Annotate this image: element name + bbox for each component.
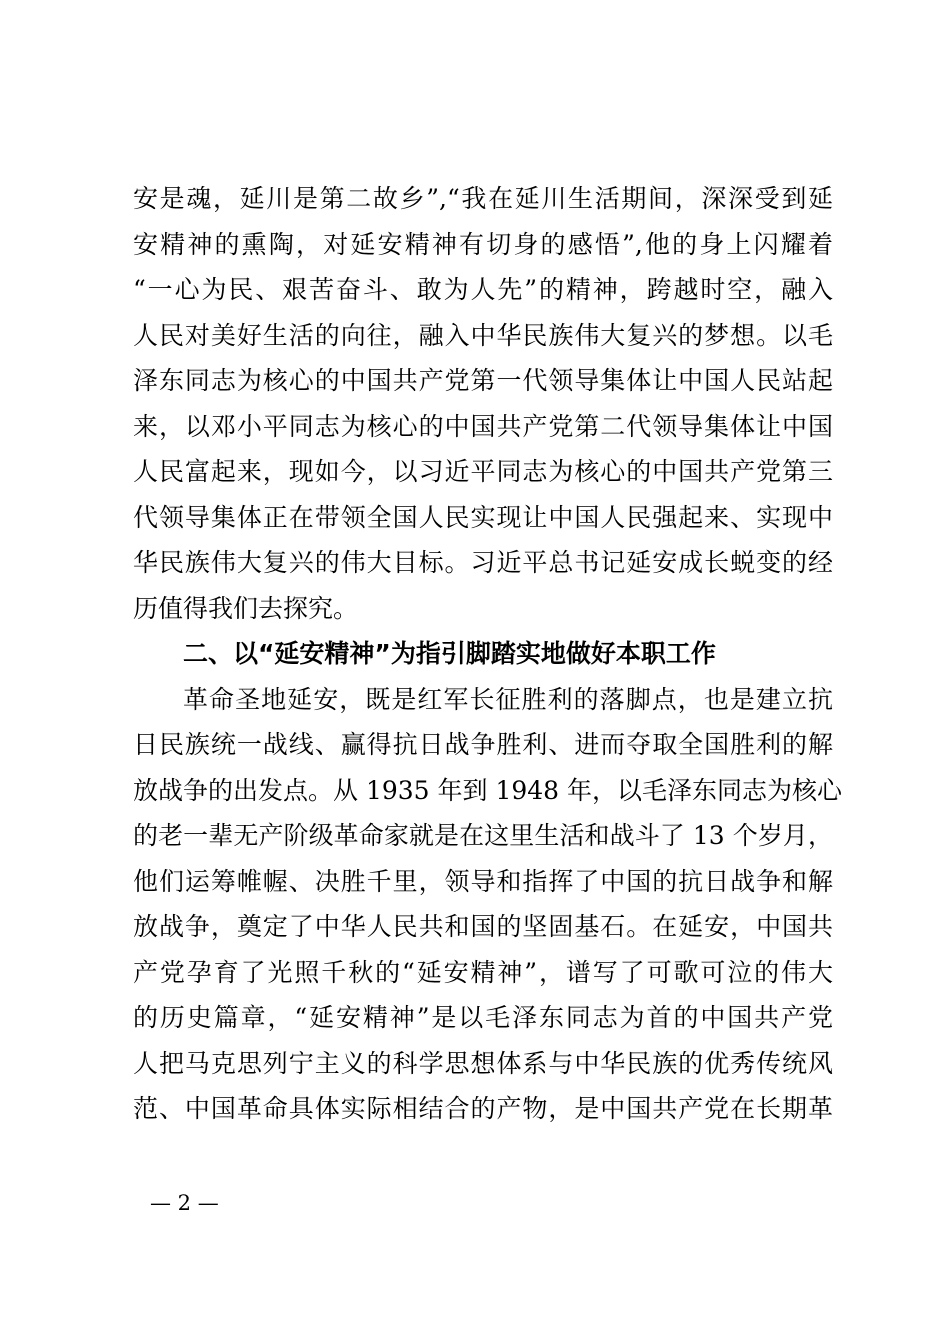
text-line: “一心为民、艰苦奋斗、敢为人先”的精神，跨越时空，融入 <box>133 275 833 304</box>
text-line: 人民富起来，现如今，以习近平同志为核心的中国共产党第三 <box>133 457 833 486</box>
text-line: 历值得我们去探究。 <box>133 593 359 623</box>
page-number: — 2 — <box>150 1191 219 1215</box>
paragraph-1 <box>133 176 833 631</box>
text-line: 范、中国革命具体实际相结合的产物，是中国共产党在长期革 <box>133 1094 833 1123</box>
text-line: 的历史篇章，“延安精神”是以毛泽东同志为首的中国共产党 <box>133 1003 833 1032</box>
text-line: 人把马克思列宁主义的科学思想体系与中华民族的优秀传统风 <box>133 1048 833 1078</box>
text-line: 华民族伟大复兴的伟大目标。习近平总书记延安成长蜕变的经 <box>133 548 833 577</box>
text-line: 日民族统一战线、赢得抗日战争胜利、进而夺取全国胜利的解 <box>133 730 833 759</box>
text-line: 产党孕育了光照千秋的“延安精神”，谱写了可歌可泣的伟大 <box>133 957 833 987</box>
text-line: 他们运筹帷幄、决胜千里，领导和指挥了中国的抗日战争和解 <box>133 866 833 896</box>
text-line: 代领导集体正在带领全国人民实现让中国人民强起来、实现中 <box>133 502 833 532</box>
section-heading: 二、以“延安精神”为指引脚踏实地做好本职工作 <box>183 639 716 668</box>
text-line: 泽东同志为核心的中国共产党第一代领导集体让中国人民站起 <box>133 366 833 395</box>
text-line: 放战争的出发点。从 1935 年到 1948 年，以毛泽东同志为核心 <box>133 775 843 805</box>
text-line: 安精神的熏陶，对延安精神有切身的感悟”,他的身上闪耀着 <box>133 229 833 259</box>
text-line: 放战争，奠定了中华人民共和国的坚固基石。在延安，中国共 <box>133 912 833 941</box>
document-body <box>133 176 843 1132</box>
text-line: 人民对美好生活的向往，融入中华民族伟大复兴的梦想。以毛 <box>133 320 833 350</box>
text-line: 安是魂，延川是第二故乡”,“我在延川生活期间，深深受到延 <box>133 184 833 213</box>
text-line: 革命圣地延安，既是红军长征胜利的落脚点，也是建立抗 <box>183 684 833 714</box>
text-line: 的老一辈无产阶级革命家就是在这里生活和战斗了 13 个岁月， <box>133 821 833 850</box>
paragraph-2 <box>133 677 843 1132</box>
text-line: 来，以邓小平同志为核心的中国共产党第二代领导集体让中国 <box>133 411 833 441</box>
